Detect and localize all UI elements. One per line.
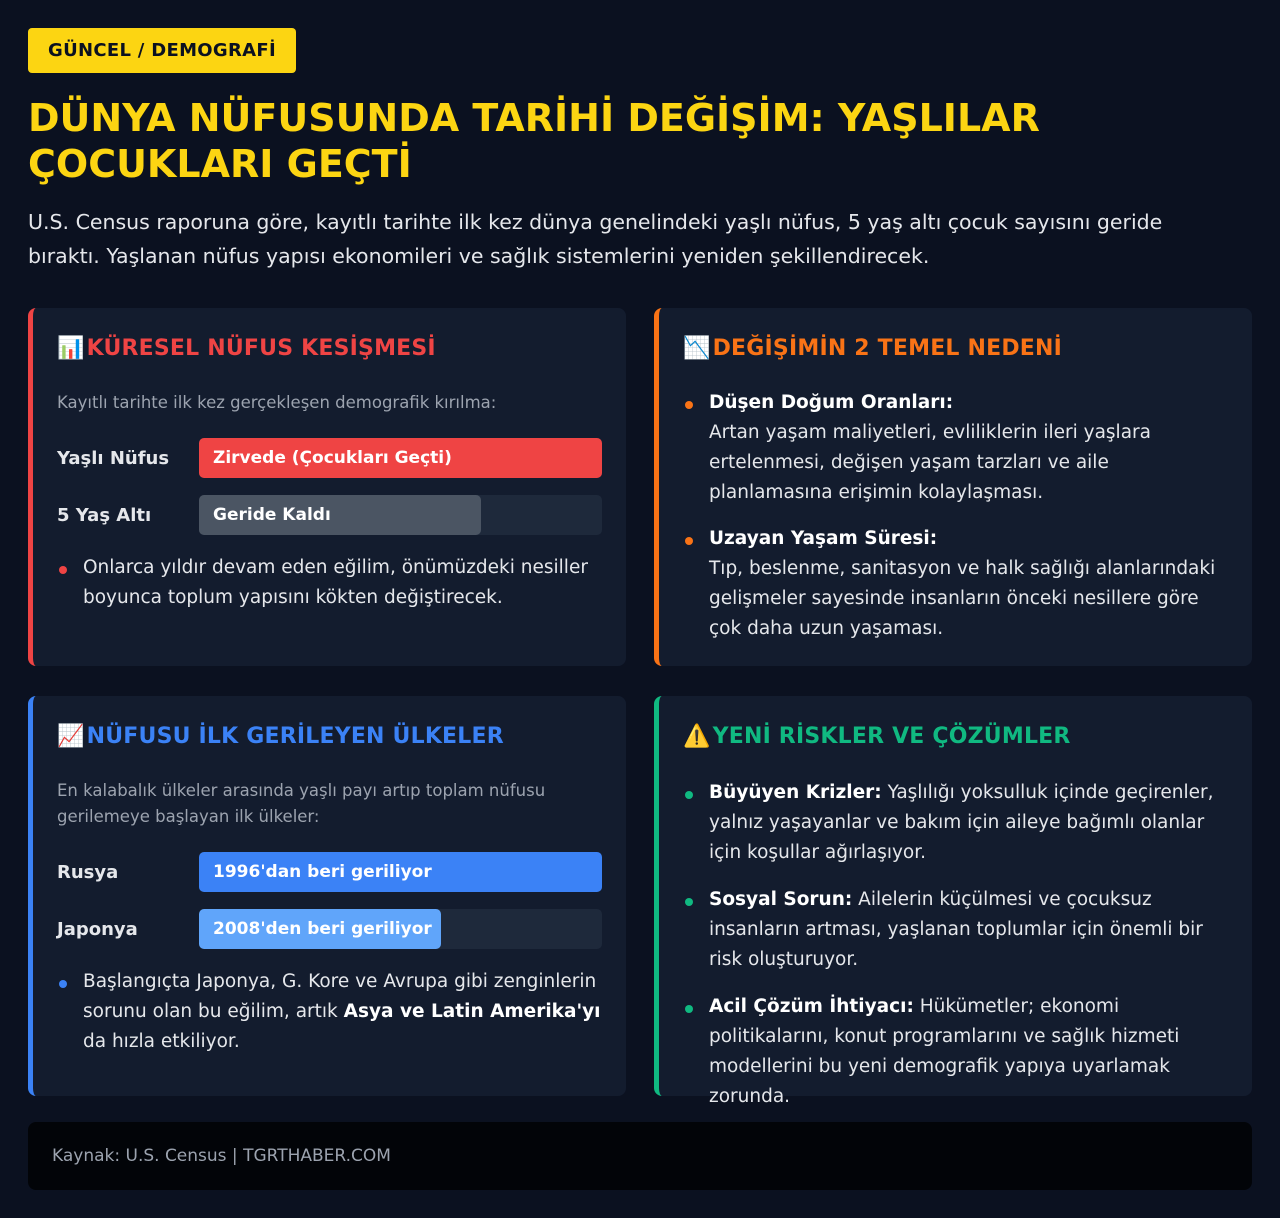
bar-track (199, 438, 602, 478)
reason-text: Tıp, beslenme, sanitasyon ve halk sağlığı alanlarındaki gelişmeler sayesinde insanların önceki nesillere göre çok daha uzun yaşaması. (709, 558, 1216, 639)
bar-track (199, 495, 602, 535)
bar-chart-icon: 📊 (57, 336, 85, 361)
card-title-text: DEĞİŞİMİN 2 TEMEL NEDENİ (712, 336, 1063, 361)
infographic (28, 28, 1252, 1166)
list-item (683, 778, 1228, 868)
bullet-dot-icon (685, 1005, 693, 1013)
bar-label: Yaşlı Nüfus (57, 447, 170, 469)
list-item (683, 388, 1228, 508)
reason-title: Uzayan Yaşam Süresi: (709, 528, 938, 549)
bar-row-russia (57, 852, 602, 892)
warning-icon: ⚠️ (683, 724, 711, 749)
risk-text: Yaşlılığı yoksulluk içinde geçirenler, yalnız yaşayanlar ve bakım için aileye bağımlı olanlar için koşullar ağırlaşıyor. (709, 782, 1214, 863)
bar-fill: 1996'dan beri geriliyor (199, 852, 602, 892)
lead-paragraph: U.S. Census raporuna göre, kayıtlı tarihte ilk kez dünya genelindeki yaşlı nüfus, 5 yaş altı çocuk sayısını geride bıraktı. Yaşlanan nüfus yapısı ekonomileri ve sağlık sistemlerini yeniden şekillendirecek. (28, 210, 1163, 268)
chart-decreasing-icon: 📉 (683, 336, 711, 361)
bar-fill: 2008'den beri geriliyor (199, 909, 441, 949)
bar-row-elderly (57, 438, 602, 478)
bar-list (57, 438, 602, 535)
card-declining-countries (28, 696, 626, 1096)
note-text-strong: Asya ve Latin Amerika'yı (343, 1001, 601, 1022)
chart-increasing-icon: 📈 (57, 724, 85, 749)
risk-title: Büyüyen Krizler: (709, 782, 882, 803)
card-title (683, 334, 1228, 364)
card-title-text: KÜRESEL NÜFUS KESİŞMESİ (86, 336, 436, 361)
reason-text: Artan yaşam maliyetleri, evliliklerin ileri yaşlara ertelenmesi, değişen yaşam tarzları ve aile planlamasına erişimin kolaylaşması. (709, 422, 1151, 503)
bullet-dot-icon (59, 566, 67, 574)
list-item (57, 553, 602, 613)
bullet-dot-icon (685, 791, 693, 799)
list-item (683, 524, 1228, 644)
card-title-text: YENİ RİSKLER VE ÇÖZÜMLER (712, 724, 1071, 749)
bullet-dot-icon (685, 537, 693, 545)
card-global-crossover (28, 308, 626, 666)
bar-row-under-five (57, 495, 602, 535)
note-text-pre: Başlangıçta Japonya, G. Kore ve Avrupa gibi zenginlerin sorunu olan bu eğilim, artık (83, 971, 597, 1022)
reason-list (683, 388, 1228, 644)
risk-title: Sosyal Sorun: (709, 889, 853, 910)
risk-text: Ailelerin küçülmesi ve çocuksuz insanların artması, yaşlanan toplumlar için önemli bir risk oluşturuyor. (709, 889, 1203, 970)
card-grid (28, 308, 1252, 1107)
card-risks-solutions (654, 696, 1252, 1107)
reason-title: Düşen Doğum Oranları: (709, 392, 954, 413)
note-text-post: da hızla etkiliyor. (83, 1031, 240, 1052)
bullet-dot-icon (685, 898, 693, 906)
bar-label: 5 Yaş Altı (57, 504, 152, 526)
card-title-text: NÜFUSU İLK GERİLEYEN ÜLKELER (86, 724, 504, 749)
source-footer: Kaynak: U.S. Census | TGRTHABER.COM (28, 1122, 1252, 1190)
bullet-dot-icon (685, 401, 693, 409)
bar-fill: Zirvede (Çocukları Geçti) (199, 438, 602, 478)
list-item (683, 992, 1228, 1112)
risk-text: Hükümetler; ekonomi politikalarını, konut programlarını ve sağlık hizmeti modellerini bu yeni demografik yapıya uyarlamak zorunda. (709, 996, 1180, 1107)
bar-list (57, 852, 602, 949)
card-subtitle: En kalabalık ülkeler arasında yaşlı payı artıp toplam nüfusu gerilemeye başlayan ilk ülkeler: (57, 781, 546, 826)
list-item (683, 885, 1228, 975)
category-tag: GÜNCEL / DEMOGRAFİ (28, 28, 296, 73)
bar-label: Japonya (57, 918, 138, 940)
headline: DÜNYA NÜFUSUNDA TARİHİ DEĞİŞİM: YAŞLILAR ÇOCUKLARI GEÇTİ (28, 96, 1040, 186)
bar-fill: Geride Kaldı (199, 495, 481, 535)
risk-list (683, 778, 1228, 1112)
list-item (57, 967, 602, 1057)
bar-label: Rusya (57, 861, 119, 883)
note-list (57, 967, 602, 1057)
card-subtitle: Kayıtlı tarihte ilk kez gerçekleşen demografik kırılma: (57, 393, 497, 412)
card-title (57, 722, 602, 752)
card-title (57, 334, 602, 364)
card-two-reasons (654, 308, 1252, 666)
note-list (57, 553, 602, 613)
bar-track (199, 909, 602, 949)
bar-row-japan (57, 909, 602, 949)
risk-title: Acil Çözüm İhtiyacı: (709, 996, 914, 1017)
bar-track (199, 852, 602, 892)
note-text: Onlarca yıldır devam eden eğilim, önümüzdeki nesiller boyunca toplum yapısını kökten değiştirecek. (83, 557, 588, 608)
card-title (683, 722, 1228, 752)
bullet-dot-icon (59, 980, 67, 988)
